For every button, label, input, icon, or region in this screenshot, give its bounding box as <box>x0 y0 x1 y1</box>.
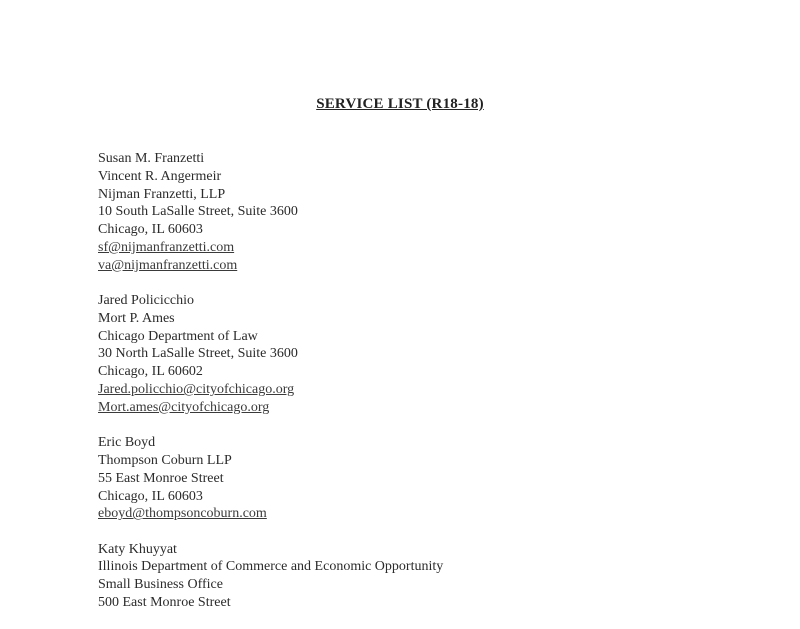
street-address: 10 South LaSalle Street, Suite 3600 <box>98 204 298 220</box>
service-entry-1 <box>98 150 738 275</box>
street-address: 500 East Monroe Street <box>98 595 231 611</box>
department-name: Small Business Office <box>98 577 223 593</box>
service-entry-2 <box>98 292 738 417</box>
service-entry-3 <box>98 434 738 523</box>
contact-name: Mort P. Ames <box>98 310 175 326</box>
email-link[interactable]: va@nijmanfranzetti.com <box>98 257 238 273</box>
organization-name: Thompson Coburn LLP <box>98 452 232 468</box>
email-link[interactable]: Jared.policchio@cityofchicago.org <box>98 382 295 398</box>
contact-name: Vincent R. Angermeir <box>98 168 222 184</box>
organization-name: Chicago Department of Law <box>98 328 258 344</box>
contact-name: Eric Boyd <box>98 435 156 451</box>
organization-name: Illinois Department of Commerce and Economic Opportunity <box>98 559 444 575</box>
organization-name: Nijman Franzetti, LLP <box>98 186 226 202</box>
city-state-zip: Chicago, IL 60603 <box>98 222 203 238</box>
email-link[interactable]: eboyd@thompsoncoburn.com <box>98 506 267 522</box>
contact-name: Susan M. Franzetti <box>98 151 205 166</box>
street-address: 55 East Monroe Street <box>98 470 224 486</box>
contact-name: Jared Policicchio <box>98 293 195 309</box>
contact-name: Katy Khuyyat <box>98 541 177 557</box>
city-state-zip: Chicago, IL 60603 <box>98 488 203 504</box>
service-list <box>98 150 738 629</box>
email-link[interactable]: sf@nijmanfranzetti.com <box>98 239 235 255</box>
page-title: SERVICE LIST (R18-18) <box>316 96 484 112</box>
street-address: 30 North LaSalle Street, Suite 3600 <box>98 346 298 362</box>
city-state-zip: Chicago, IL 60602 <box>98 364 203 380</box>
service-entry-4 <box>98 541 738 612</box>
email-link[interactable]: Mort.ames@cityofchicago.org <box>98 399 270 415</box>
